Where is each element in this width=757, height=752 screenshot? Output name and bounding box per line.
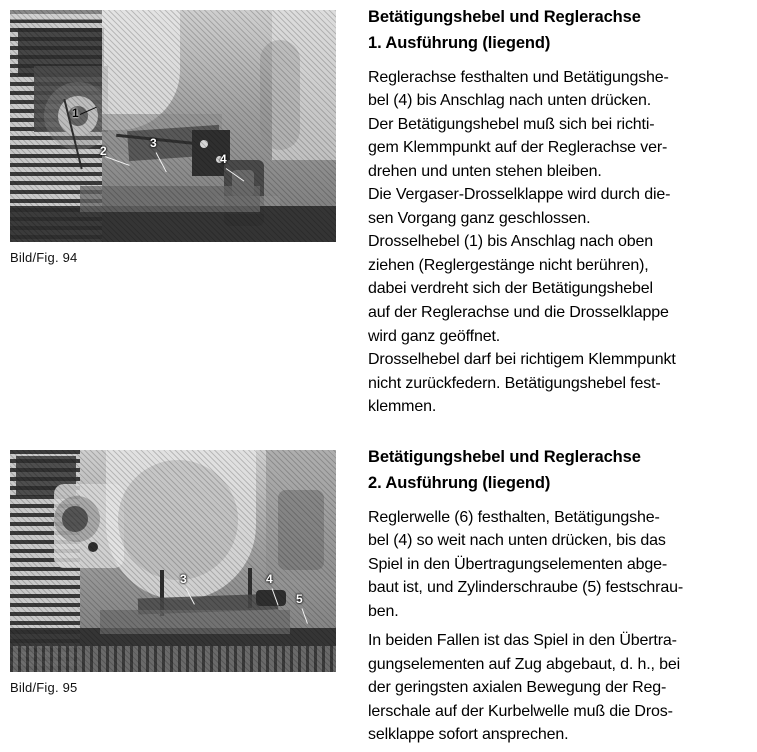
- text-line: Drosselhebel (1) bis Anschlag nach oben: [368, 233, 653, 251]
- text-line: gem Klemmpunkt auf der Reglerachse ver-: [368, 139, 668, 157]
- text-line: sen Vorgang ganz geschlossen.: [368, 209, 591, 227]
- paragraph: [368, 113, 750, 184]
- engine-photo-95: [10, 450, 336, 672]
- text-line: lerschale auf der Kurbelwelle muß die Dros-: [368, 702, 673, 720]
- text-line: der geringsten axialen Bewegung der Reg-: [368, 679, 667, 697]
- text-line: Die Vergaser-Drosselklappe wird durch die-: [368, 186, 671, 204]
- text-line: wird ganz geöffnet.: [368, 327, 501, 345]
- paragraph: [368, 230, 750, 348]
- text-line: drehen und unten stehen bleiben.: [368, 162, 602, 180]
- text-line: Reglerachse festhalten und Betätigungshe-: [368, 68, 669, 86]
- text-line: gungselementen auf Zug abgebaut, d. h., bei: [368, 655, 681, 673]
- text-line: dabei verdreht sich der Betätigungshebel: [368, 280, 653, 298]
- section-2-subheading: 2. Ausführung (liegend): [368, 473, 551, 492]
- paragraph: [368, 506, 750, 624]
- text-line: Drosselhebel darf bei richtigem Klemmpunkt: [368, 351, 676, 369]
- text-line: ziehen (Reglergestänge nicht berühren),: [368, 256, 649, 274]
- paragraph: [368, 66, 750, 113]
- callout-3: 3: [180, 572, 187, 586]
- section-1-heading: Betätigungshebel und Reglerachse: [368, 8, 641, 26]
- text-line: Der Betätigungshebel muß sich bei richti-: [368, 115, 655, 133]
- text-line: Reglerwelle (6) festhalten, Betätigungshe-: [368, 508, 660, 526]
- paragraph: [368, 629, 750, 747]
- callout-5: 5: [296, 592, 303, 606]
- text-line: baut ist, und Zylinderschraube (5) festschrau-: [368, 579, 684, 597]
- section-1-subheading: 1. Ausführung (liegend): [368, 33, 551, 52]
- section-2-heading: Betätigungshebel und Reglerachse: [368, 448, 641, 466]
- callout-2: 2: [100, 144, 107, 158]
- callout-1: 1: [72, 106, 79, 120]
- text-line: selklappe sofort ansprechen.: [368, 726, 569, 744]
- text-line: nicht zurückfedern. Betätigungshebel fest-: [368, 374, 661, 392]
- text-line: Spiel in den Übertragungselementen abge-: [368, 555, 668, 573]
- text-line: ben.: [368, 602, 399, 620]
- figure-caption-94: Bild/Fig. 94: [10, 250, 78, 265]
- paragraph: [368, 183, 750, 230]
- text-line: In beiden Fallen ist das Spiel in den Übertra-: [368, 632, 677, 650]
- figure-94: [10, 10, 340, 265]
- figure-95: [10, 450, 340, 695]
- text-line: auf der Reglerachse und die Drosselklappe: [368, 304, 669, 321]
- text-line: klemmen.: [368, 398, 437, 416]
- engine-photo-94: [10, 10, 336, 242]
- paragraph: [368, 348, 750, 419]
- callout-4: 4: [220, 152, 227, 166]
- section-2-text: [368, 446, 750, 747]
- section-1-text: [368, 6, 750, 419]
- text-line: bel (4) so weit nach unten drücken, bis das: [368, 532, 666, 550]
- callout-3: 3: [150, 136, 157, 150]
- figure-caption-95: Bild/Fig. 95: [10, 680, 78, 695]
- callout-4: 4: [266, 572, 273, 586]
- text-line: bel (4) bis Anschlag nach unten drücken.: [368, 92, 652, 110]
